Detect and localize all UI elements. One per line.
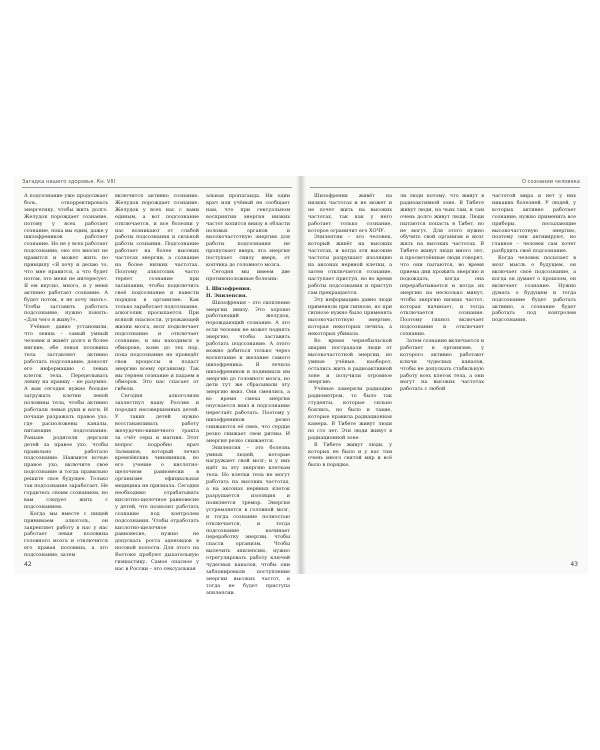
paragraph: альная пропаганда. Ни один врач или учёный не сообщает нам, что при сексуальном восприятии энергия низких частот копится внизу в области половых органов и высокочастотную энергию для работы подсознания не пропускает вверх, эта энергия поступает снизу вверх, от копчика до головного мозга. [206,193,290,269]
right-page [304,176,588,574]
right-column-2 [400,193,484,551]
paragraph: Шизофрения – это скопление энергии внизу. Это хорошо работающий желудок, порождающий сознание. А это если человек не может поднять энергию, чтобы заставить работать подсознание. А этого можно добиться только через воспитание и желание самого шизофреника. Я лечила шизофреников и поднимала им энергию до головного мозга, но дети тут же сбрасывали эту энергию вниз. Они смеялись, а во время смеха энергия опускается вниз и подсознание перестаёт работать. Поэтому у шизофреников резко снижаются её смех, что сердце резко снижает свои ритмы. И энергия резко снижается. [206,299,290,444]
book-spread [14,176,588,596]
right-running-head: О сознании человека [521,179,580,185]
list-item: I. Шизофрения. [206,285,252,292]
left-running-head: Загадка нашего здоровья. Кн. VIII [22,179,116,185]
paragraph: В Тибете живут люди, у которых не было и у нас там очень много святой мир и всё было в порядке. [308,441,392,469]
paragraph: Эпилепсия – это болезнь умных людей, которые нагружают свой мозг; и у них идёт за эту энергию клеткам тела. Но клетки тела не могут работать на высоких частотах, а на аксонах нервных клеток разрушается изоляция и появляется тремор. Энергия устремляется в головной мозг, и тогда сознание полностью отключается, и тогда подсознание начинает переработку энергии, чтобы спасти организм. Чтобы вылечить эпилепсию, нужно отрегулировать работу ключей чудесных каналов, чтобы они заблокировали поступление энергии высоких частот, и тогда не будет приступа эпилепсии. [206,444,290,596]
left-head-rule [22,187,292,188]
right-head-rule [310,187,580,188]
paragraph: ли люди потому, что живут в радиоактивной зоне. В Тибете живут люди, на чьих там, и там очень долго живут люди. Люди пытаются попасть в Тибет, но не могут. Для этого нужно обучить свой организм и мозг жить на высоких частотах. В Тибете живут люди много лет, и просветлённые люди говорят, что они пытаются, во время приема дни прожить энергию и подождать, когда она перерабатывается и когда их энергию на несколько минут, чтобы энергию низких частот, которая начинает, и тогда отключается сознание. Поэтому гипноз включает подсознание и отключает сознание. [400,193,484,338]
left-column-3 [206,193,290,596]
paragraph: Сегодня алкоголизм захлестнул нашу Россию и породил несовершенных детей. У таких детей нужно восстанавливать работу желудочно-кишечного тракта за счёт серы и магния. Этот вопрос подробно врач Залманов, который лечил кремлёвских чиновников, но его учение о кислотно-щелочном равновесии в организме официальная медицина не признала. Сегодня необходимо отрабатывать кислотно-щелочное равновесие у детей, что позволит работать сознание под контролем подсознания. Чтобы отработать кислотно-щелочное равновесие, нужно не допускать роста аденоидов в носовой полости. Для этого на Востоке пробуют дыхательную гимнастику. Самое опасное у нас в России – это сексуальная [115,393,199,572]
right-column-3 [492,193,576,551]
left-column-1 [24,193,108,559]
right-column-1 [308,193,392,551]
paragraph: Эту информацию давно люди применяли при гипнозе, но при гипнозе нужно было применять высокочастотную энергию, которая некоторых лечила, а некоторых убивала. [308,296,392,338]
list-item: II. Эпилепсия. [206,292,248,299]
paragraph: Сегодня мы имеем две противоположные болезни: [206,268,290,282]
paragraph: Шизофреник живёт на низких частотах и не может и не хочет жить на высоких частотах, так как у него работает только сознание, которое ограничит его ХОЧУ. [308,193,392,234]
paragraph: Затем сознание включается и работает в организме, у которого активно работают ключи чудесных каналов, чтобы не допускать стабильную работу всех клеток тела, а они могут на высоких частотах работать с любой [400,338,484,393]
left-column-2 [115,193,199,572]
left-page-number: 42 [24,561,32,568]
paragraph: частотой мира и нет у них никаких болезней. У людей, у которых активно работает сознание, нужно применить все приборы, посылающие высокочастотную энергию, поэтому они активируют, но главное – человек сам хочет разбудить своё подсознание. [492,193,576,255]
paragraph: Во время чернобыльской аварии пострадали люди от высокочастотной энергии, но умные учёные, наоборот, остались жить в радиоактивной зоне и получили огромное энергию. [308,338,392,386]
paragraph: включится активно сознание. Желудок порождает сознание. Желудок у всех нас с вами единым, а вот подсознание отключается, и все болезни у нас возникают от слабой работы подсознания и сильной работы сознания. Подсознание работает на более высоких частотах энергии, а сознание на более низких частотах. Поэтому алкоголик часто теряет сознание при засыпании, чтобы подключить своё подсознание и навести порядок в организме. Как только заработает подсознание, алкоголик просыпается. При всякой опасности, угрожающей жизни мозга, мозг подключает подсознание и отключает сознание, и мы находимся в обмороке, коме до тех пор, пока подсознание не проведёт свои процессы и подаст энергию всему организму. Так мы теряем сознание и падаем в обморок. Это нас спасает от гибели. [115,193,199,393]
paragraph: Учёные замеряли радиацию радиометром, то было так студенты, которые сильно боялись, но было и такие, которые правила радиационная камера. В Тибете живут люди по сто лет. Эти люди живут в радиационной зоне [308,386,392,441]
paragraph: Учёные давно установили, что левша – самый умный человек и живёт долго и более мягкие, обе левая половина тела заставляет активно работать подсознание, доносят его информацию с левых клеток тела. Переделывать левшу на правшу – не разумно. А вам сегодня нужно больше загружать клетки левой половины тела, чтобы активно работали левые руки и ноги. И почаще разражать правое ухо, где расположены каналы, питающие подсознание. Раньше родители дергали детей за правое ухо, чтобы правильно работало подсознание. Нажмите ночью правое ухо, включите свое подсознание и тогда правильно решите свое будущее. Только так подсознание заработает. Не гордитесь своим сознанием, но вам следует жить с подсознанием. [24,324,108,510]
paragraph: Когда человек посылает в мозг мысль о будущем, он включает своё подсознание, а когда он думает о прошлом, он включает сознание. Нужно думать о будущем и тогда подсознание будет работать активно, а сознание будет работать под контролем подсознания. [492,255,576,324]
paragraph: А подсознание уже продолжает боль, откорректировать энергетику, чтобы жить долго. Желудок порождает сознание, потому у всех работает сознание, пока мы едим, даже у шизофреников работает сознание. Но не у всех работает подсознание, оно это вносит не нравится и может жить по принципу «Я хочу и делаю то, что мне нравится, а что будет потом, это меня не интересует. Я ем вкусно, много, и у меня активно работает сознание. А будет потом, я не хочу знать». Чтобы заставить работать подсознание, нужно понять: «Для чего я живу?». [24,193,108,324]
left-page [14,176,298,596]
paragraph: Эпилептик – это человек, который живёт на высоких частотах, и когда эти высокие частоты разрушают изоляцию на аксонах нервной клетки, а затем отключается сознание, наступает приступ, но во время работы подсознания и приступ сам прекращается. [308,234,392,296]
paragraph: Когда мы вместе с пищей принимаем алкоголь, он закрепляет работу в нас у нас работает левая половина головного мозга и отключится его правая половина, а это подсознание, затем [24,510,108,559]
right-page-number: 43 [570,561,578,568]
